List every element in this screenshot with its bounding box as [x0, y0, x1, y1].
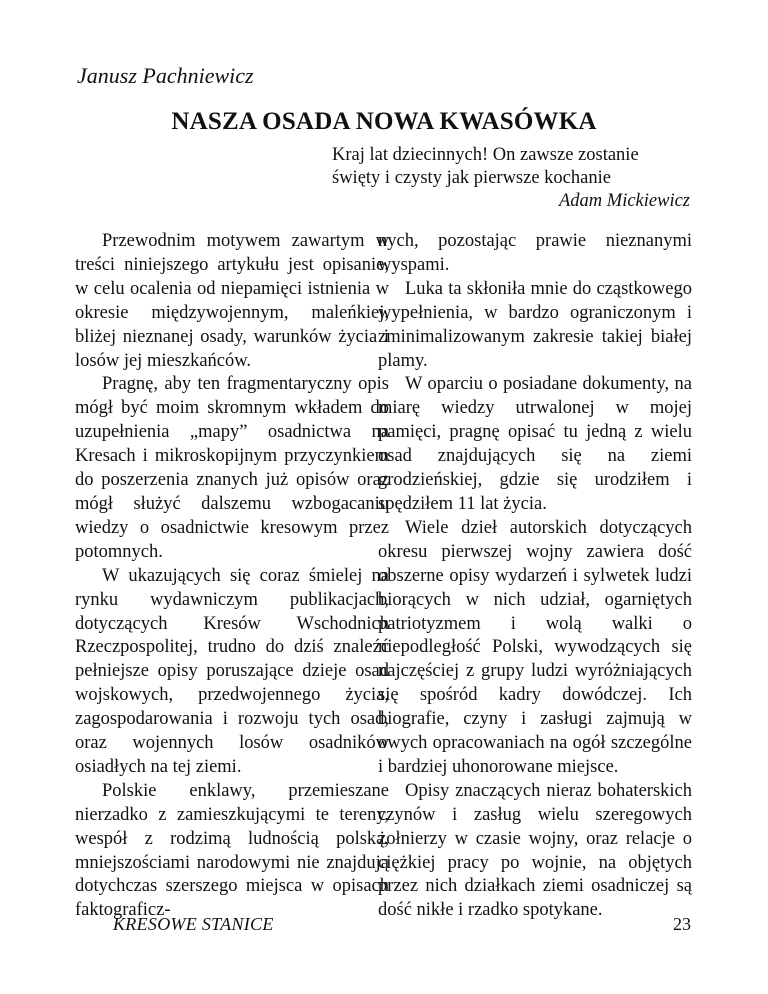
- paragraph-continuation: nych, pozostając prawie nieznanymi wyspami.: [378, 231, 692, 275]
- paragraph: Przewodnim motywem zawartym w treści niniejszego artykułu jest opisanie, w celu ocalenia od niepamięci istnienia w okresie międzywojennym, maleńkiej, bliżej nieznanej osady, warunków życia i losów jej mieszkańców.: [75, 231, 389, 371]
- epigraph-line-1: Kraj lat dziecinnych! On zawsze zostanie: [332, 145, 639, 165]
- paragraph: Pragnę, aby ten fragmentaryczny opis mógł być moim skromnym wkładem do uzupełnienia „mapy” osadnictwa na Kresach i mikroskopijnym przyczynkiem do poszerzenia znanych już opisów oraz mógł służyć dalszemu wzbogacaniu wiedzy o osadnictwie kresowym przez potomnych.: [75, 374, 389, 562]
- paragraph: W ukazujących się coraz śmielej na rynku wydawniczym publikacjach, dotyczących Kresów Wschodnich Rzeczpospolitej, trudno do dziś znaleźć pełniejsze opisy poruszające dzieje osad wojskowych, przedwojennego życia, zagospodarowania i rozwoju tych osad, oraz wojennych losów osadników osiadłych na tej ziemi.: [75, 565, 389, 777]
- epigraph-attribution: Adam Mickiewicz: [559, 191, 690, 211]
- paragraph: Luka ta skłoniła mnie do cząstkowego wypełnienia, w bardzo ograniczonym i zminimalizowanym zakresie takiej białej plamy.: [378, 278, 692, 371]
- paragraph: Wiele dzieł autorskich dotyczących okresu pierwszej wojny zawiera dość obszerne opisy wydarzeń i sylwetek ludzi biorących w nich udział, ogarniętych patriotyzmem i wolą walki o niepodległość Polski, wywodzących się najczęściej z grupy ludzi wyróżniających się spośród kadry dowódczej. Ich biografie, czyny i zasługi zajmują w owych opracowaniach na ogół szczególne i bardziej uhonorowane miejsce.: [378, 517, 692, 777]
- right-column: [378, 230, 692, 923]
- article-title: NASZA OSADA NOWA KWASÓWKA: [171, 108, 597, 135]
- paragraph: Polskie enklawy, przemieszane nierzadko z zamieszkującymi te tereny, wespół z rodzimą ludnością polską, mniejszościami narodowymi nie znajdują dotychczas szerszego miejsca w opisach faktograficz-: [75, 780, 389, 921]
- epigraph: [332, 144, 690, 213]
- epigraph-line-2: święty i czysty jak pierwsze kochanie: [332, 168, 611, 188]
- journal-name: KRESOWE STANICE: [113, 914, 274, 934]
- paragraph: Opisy znaczących nieraz bohaterskich czynów i zasług wielu szeregowych żołnierzy w czasie wojny, oraz relacje o ciężkiej pracy po wojnie, na objętych przez nich działkach ziemi osadniczej są dość nikłe i rzadko spotykane.: [378, 780, 692, 921]
- author-name: Janusz Pachniewicz: [77, 63, 254, 88]
- page-number: 23: [673, 914, 691, 934]
- left-column: [75, 230, 389, 923]
- paragraph: W oparciu o posiadane dokumenty, na miarę wiedzy utrwalonej w mojej pamięci, pragnę opisać tu jedną z wielu osad znajdujących się na ziemi grodzieńskiej, gdzie się urodziłem i spędziłem 11 lat życia.: [378, 374, 692, 514]
